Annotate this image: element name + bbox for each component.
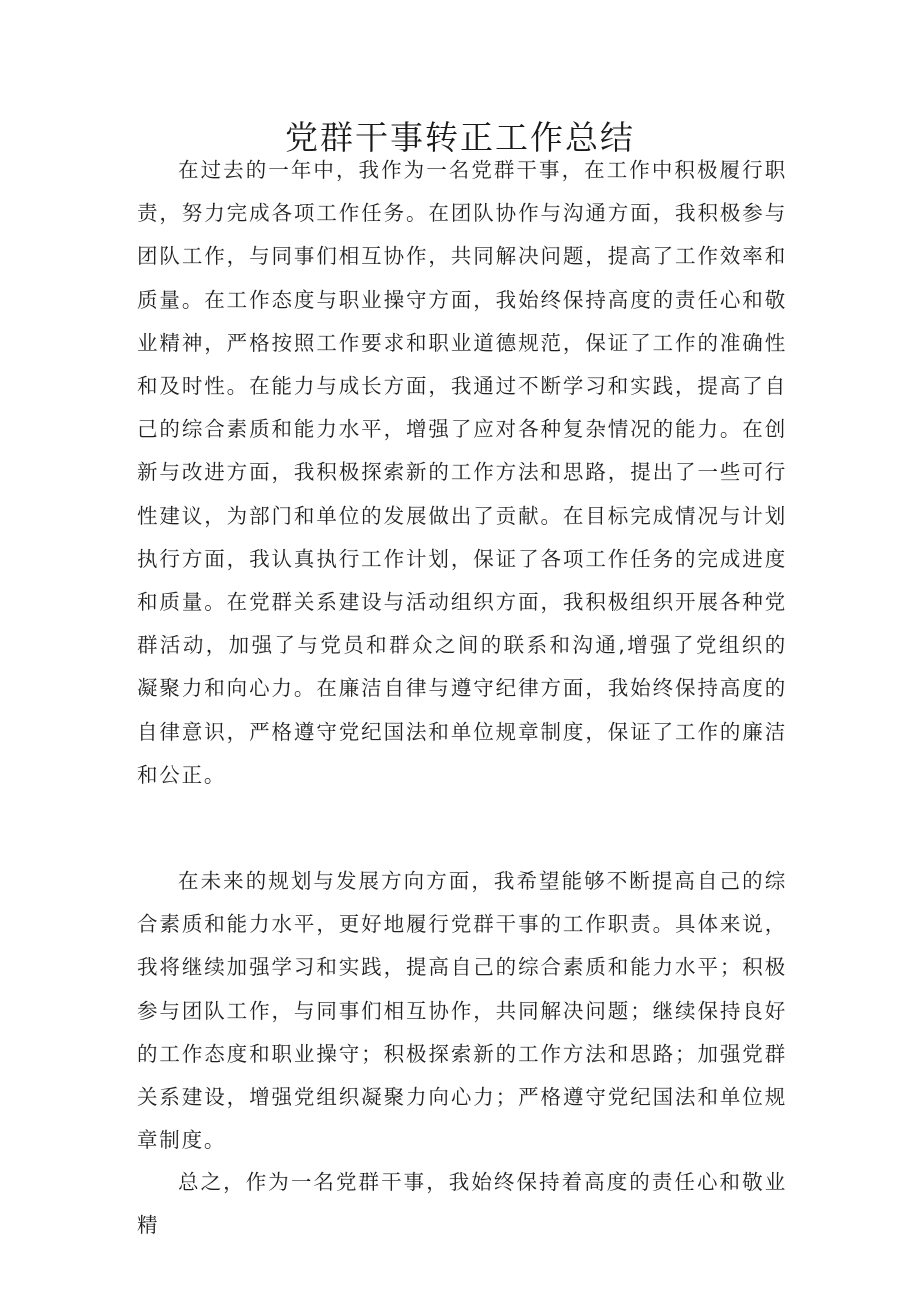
paragraph-1: 在过去的一年中，我作为一名党群干事，在工作中积极履行职责，努力完成各项工作任务。在团队协作与沟通方面，我积极参与团队工作，与同事们相互协作，共同解决问题，提高了工作效率和质量。在工作态度与职业操守方面，我始终保持高度的责任心和敬业精神，严格按照工作要求和职业道德规范，保证了工作的准确性和及时性。在能力与成长方面，我通过不断学习和实践，提高了自己的综合素质和能力水平，增强了应对各种复杂情况的能力。在创新与改进方面，我积极探索新的工作方法和思路，提出了一些可行性建议，为部门和单位的发展做出了贡献。在目标完成情况与计划执行方面，我认真执行工作计划，保证了各项工作任务的完成进度和质量。在党群关系建设与活动组织方面，我积极组织开展各种党群活动，加强了与党员和群众之间的联系和沟通,增强了党组织的凝聚力和向心力。在廉洁自律与遵守纪律方面，我始终保持高度的自律意识，严格遵守党纪国法和单位规章制度，保证了工作的廉洁和公正。 xyxy=(137,158,787,787)
paragraph-2: 在未来的规划与发展方向方面，我希望能够不断提高自己的综合素质和能力水平，更好地履行党群干事的工作职责。具体来说，我将继续加强学习和实践，提高自己的综合素质和能力水平；积极参与团队工作，与同事们相互协作，共同解决问题；继续保持良好的工作态度和职业操守；积极探索新的工作方法和思路；加强党群关系建设，增强党组织凝聚力向心力；严格遵守党纪国法和单位规章制度。 xyxy=(137,869,787,1153)
paragraph-3: 总之，作为一名党群干事，我始终保持着高度的责任心和敬业精 xyxy=(137,1170,787,1238)
document-title: 党群干事转正工作总结 xyxy=(285,118,635,157)
